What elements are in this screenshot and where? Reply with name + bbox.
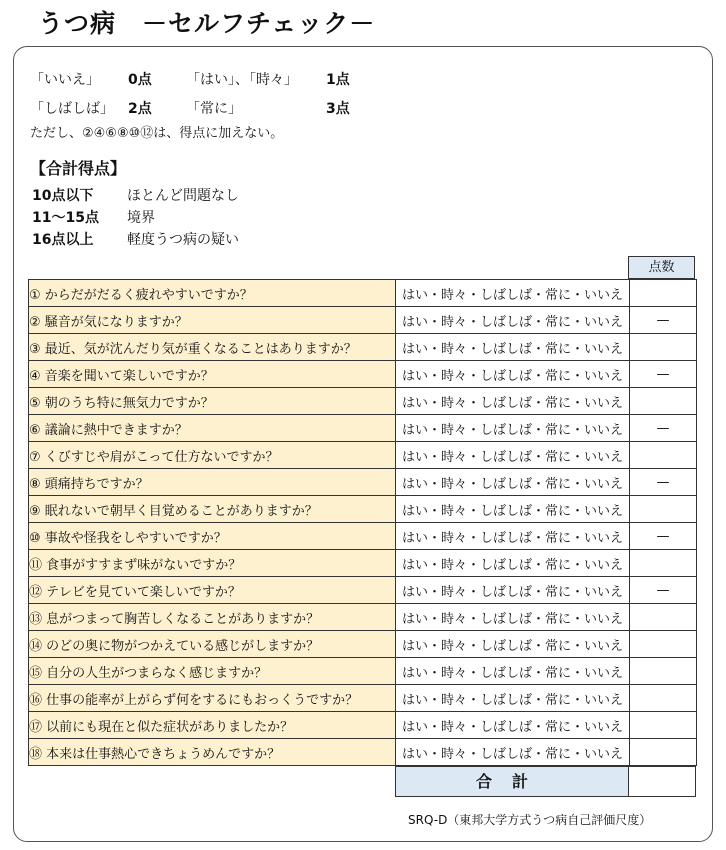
- points-cell[interactable]: [630, 280, 697, 307]
- question-text: ⑭ のどの奥に物がつかえている感じがしますか？: [29, 631, 396, 658]
- question-text: ⑬ 息がつまって胸苦しくなることがありますか？: [29, 604, 396, 631]
- answer-options[interactable]: はい・時々・しばしば・常に・いいえ: [396, 604, 630, 631]
- answer-options[interactable]: はい・時々・しばしば・常に・いいえ: [396, 361, 630, 388]
- answer-points: 0点: [128, 71, 152, 88]
- answer-options[interactable]: はい・時々・しばしば・常に・いいえ: [396, 685, 630, 712]
- question-row: [29, 523, 697, 550]
- answer-label: 「常に」: [186, 100, 242, 117]
- question-table: [28, 279, 697, 766]
- answer-options[interactable]: はい・時々・しばしば・常に・いいえ: [396, 712, 630, 739]
- question-text: ① からだがだるく疲れやすいですか？: [29, 280, 396, 307]
- question-row: [29, 712, 697, 739]
- scoring-legend: [30, 64, 350, 122]
- points-cell[interactable]: —: [630, 415, 697, 442]
- answer-points: 2点: [128, 100, 152, 117]
- answer-options[interactable]: はい・時々・しばしば・常に・いいえ: [396, 523, 630, 550]
- points-cell[interactable]: —: [630, 469, 697, 496]
- answer-options[interactable]: はい・時々・しばしば・常に・いいえ: [396, 415, 630, 442]
- answer-options[interactable]: はい・時々・しばしば・常に・いいえ: [396, 334, 630, 361]
- question-row: [29, 685, 697, 712]
- points-cell[interactable]: [630, 334, 697, 361]
- question-text: ⑪ 食事がすすまず味がないですか？: [29, 550, 396, 577]
- range-value: 16点以上: [32, 232, 94, 248]
- question-text: ③ 最近、気が沈んだり気が重くなることはありますか？: [29, 334, 396, 361]
- answer-options[interactable]: はい・時々・しばしば・常に・いいえ: [396, 442, 630, 469]
- total-score-heading: 【合計得点】: [30, 159, 127, 178]
- question-row: [29, 577, 697, 604]
- answer-options[interactable]: はい・時々・しばしば・常に・いいえ: [396, 280, 630, 307]
- answer-options[interactable]: はい・時々・しばしば・常に・いいえ: [396, 577, 630, 604]
- question-text: ⑯ 仕事の能率が上がらず何をするにもおっくうですか？: [29, 685, 396, 712]
- question-row: [29, 280, 697, 307]
- scoring-row: [30, 64, 350, 93]
- answer-options[interactable]: はい・時々・しばしば・常に・いいえ: [396, 658, 630, 685]
- points-cell[interactable]: [630, 631, 697, 658]
- points-cell[interactable]: [630, 442, 697, 469]
- answer-options[interactable]: はい・時々・しばしば・常に・いいえ: [396, 388, 630, 415]
- score-ranges: [32, 184, 239, 250]
- range-description: 軽度うつ病の疑い: [127, 232, 239, 248]
- answer-label: 「しばしば」: [30, 100, 114, 117]
- range-description: 境界: [127, 210, 155, 226]
- question-row: [29, 496, 697, 523]
- question-row: [29, 442, 697, 469]
- points-cell[interactable]: [630, 712, 697, 739]
- points-cell[interactable]: [630, 388, 697, 415]
- question-row: [29, 388, 697, 415]
- question-text: ⑮ 自分の人生がつまらなく感じますか？: [29, 658, 396, 685]
- question-text: ⑫ テレビを見ていて楽しいですか？: [29, 577, 396, 604]
- question-row: [29, 550, 697, 577]
- range-row: [32, 184, 239, 206]
- question-row: [29, 658, 697, 685]
- range-row: [32, 206, 239, 228]
- answer-options[interactable]: はい・時々・しばしば・常に・いいえ: [396, 631, 630, 658]
- range-row: [32, 228, 239, 250]
- question-text: ⑨ 眠れないで朝早く目覚めることがありますか？: [29, 496, 396, 523]
- question-text: ⑤ 朝のうち特に無気力ですか？: [29, 388, 396, 415]
- answer-options[interactable]: はい・時々・しばしば・常に・いいえ: [396, 469, 630, 496]
- question-row: [29, 739, 697, 766]
- question-text: ⑥ 議論に熱中できますか？: [29, 415, 396, 442]
- question-text: ⑩ 事故や怪我をしやすいですか？: [29, 523, 396, 550]
- answer-options[interactable]: はい・時々・しばしば・常に・いいえ: [396, 739, 630, 766]
- range-description: ほとんど問題なし: [127, 188, 239, 204]
- question-text: ④ 音楽を聞いて楽しいですか？: [29, 361, 396, 388]
- points-cell[interactable]: —: [630, 577, 697, 604]
- answer-label: 「はい」、「時々」: [186, 71, 298, 88]
- answer-options[interactable]: はい・時々・しばしば・常に・いいえ: [396, 496, 630, 523]
- points-cell[interactable]: —: [630, 361, 697, 388]
- total-score-field[interactable]: [629, 766, 696, 797]
- points-cell[interactable]: [630, 685, 697, 712]
- question-text: ⑰ 以前にも現在と似た症状がありましたか？: [29, 712, 396, 739]
- score-column-header: 点数: [628, 256, 695, 279]
- total-label: 合計: [395, 766, 629, 797]
- points-cell[interactable]: —: [630, 307, 697, 334]
- question-row: [29, 415, 697, 442]
- points-cell[interactable]: —: [630, 523, 697, 550]
- source-note: SRQ-D（東邦大学方式うつ病自己評価尺度）: [408, 813, 652, 827]
- question-row: [29, 469, 697, 496]
- range-value: 11～15点: [32, 210, 99, 226]
- page-title: うつ病 －セルフチェック－: [38, 9, 376, 38]
- question-text: ② 騒音が気になりますか？: [29, 307, 396, 334]
- answer-options[interactable]: はい・時々・しばしば・常に・いいえ: [396, 307, 630, 334]
- points-cell[interactable]: [630, 604, 697, 631]
- points-cell[interactable]: [630, 550, 697, 577]
- answer-points: 3点: [326, 100, 350, 117]
- question-row: [29, 631, 697, 658]
- exclusion-note: ただし、②④⑥⑧⑩⑫は、得点に加えない。: [30, 126, 284, 141]
- question-row: [29, 334, 697, 361]
- question-text: ⑧ 頭痛持ちですか？: [29, 469, 396, 496]
- question-text: ⑦ くびすじや肩がこって仕方ないですか？: [29, 442, 396, 469]
- question-text: ⑱ 本来は仕事熱心できちょうめんですか？: [29, 739, 396, 766]
- answer-points: 1点: [326, 71, 350, 88]
- scoring-row: [30, 93, 350, 122]
- points-cell[interactable]: [630, 739, 697, 766]
- question-row: [29, 604, 697, 631]
- points-cell[interactable]: [630, 658, 697, 685]
- question-row: [29, 307, 697, 334]
- range-value: 10点以下: [32, 188, 94, 204]
- question-row: [29, 361, 697, 388]
- points-cell[interactable]: [630, 496, 697, 523]
- answer-label: 「いいえ」: [30, 71, 100, 88]
- total-row: [395, 766, 696, 797]
- answer-options[interactable]: はい・時々・しばしば・常に・いいえ: [396, 550, 630, 577]
